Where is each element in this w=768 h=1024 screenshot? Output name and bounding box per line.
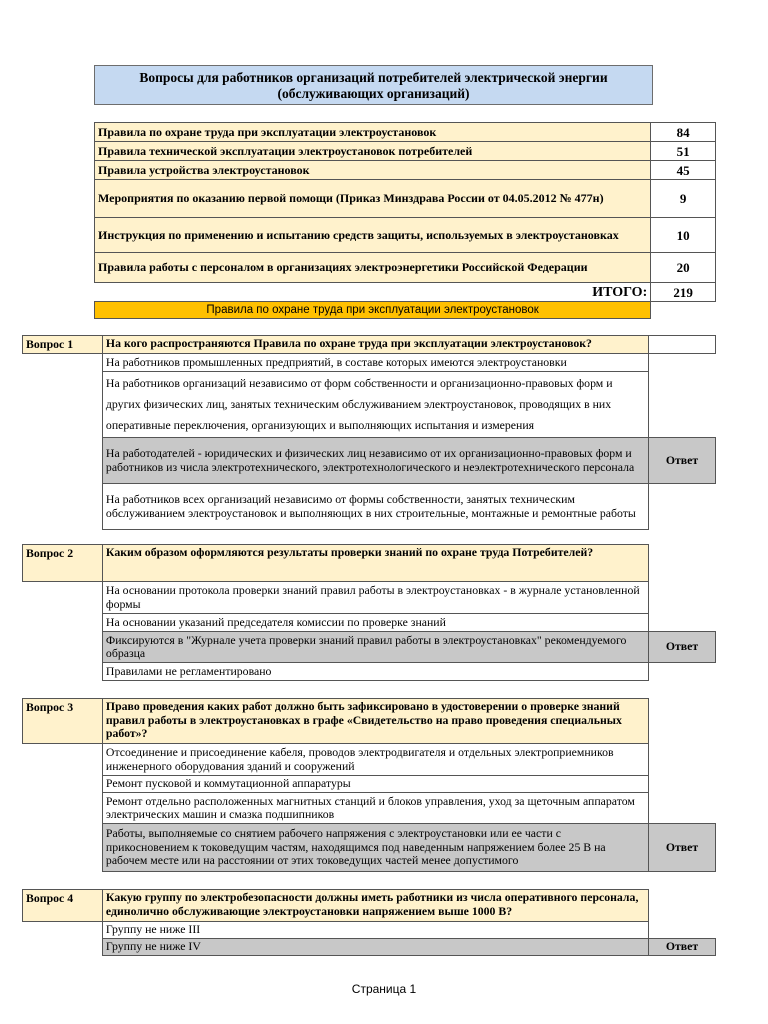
question-row (23, 699, 716, 744)
answer-option[interactable]: Ремонт пусковой и коммутационной аппаратуры (102, 776, 648, 793)
page-title-line-2: (обслуживающих организаций) (277, 86, 470, 101)
question-label: Вопрос 4 (23, 890, 103, 922)
answer-row[interactable] (23, 484, 716, 530)
answer-row[interactable] (23, 582, 716, 614)
answer-option-correct[interactable]: Группу не ниже IV (102, 939, 648, 956)
rule-name: Правила по охране труда при эксплуатации электроустановок (95, 123, 651, 142)
question-block (22, 889, 716, 956)
rule-count: 9 (651, 180, 716, 218)
answer-option[interactable]: Отсоединение и присоединение кабеля, проводов электродвигателя и отдельных электроприемников инженерного оборудования зданий и сооружений (102, 744, 648, 776)
answer-row[interactable] (23, 372, 716, 438)
rule-count: 10 (651, 218, 716, 253)
question-row (23, 890, 716, 922)
answer-row[interactable] (23, 793, 716, 824)
answer-option[interactable]: Правилами не регламентировано (102, 663, 648, 681)
rules-row (95, 161, 716, 180)
answer-option[interactable]: На работников организаций независимо от форм собственности и организационно-правовых форм и других физических лиц, занятых техническим обслуживанием электроустановок, проводящих в них оперативные переключения, организующих и выполняющих испытания и измерения (102, 372, 648, 438)
answer-row[interactable] (23, 939, 716, 956)
question-text: Каким образом оформляются результаты проверки знаний по охране труда Потребителей? (102, 545, 648, 582)
answer-mark: Ответ (649, 632, 716, 663)
answer-option-correct[interactable]: Фиксируются в "Журнале учета проверки знаний правил работы в электроустановках" рекомендуемого образца (102, 632, 648, 663)
answer-row[interactable] (23, 614, 716, 632)
question-row (23, 545, 716, 582)
rule-count: 51 (651, 142, 716, 161)
answer-option[interactable]: Группу не ниже III (102, 922, 648, 939)
answer-mark: Ответ (649, 939, 716, 956)
answer-mark: Ответ (649, 438, 716, 484)
question-row (23, 336, 716, 354)
answer-row[interactable] (23, 824, 716, 872)
section-banner-row (95, 302, 716, 319)
answer-row[interactable] (23, 744, 716, 776)
answer-option[interactable]: Ремонт отдельно расположенных магнитных станций и блоков управления, уход за щеточным аппаратом электрических машин и смазка подшипников (102, 793, 648, 824)
answer-option[interactable]: На основании протокола проверки знаний правил работы в электроустановках - в журнале установленной формы (102, 582, 648, 614)
question-block (22, 335, 716, 530)
rule-count: 20 (651, 253, 716, 283)
page-title (94, 65, 653, 105)
answer-option-correct[interactable]: На работодателей - юридических и физических лиц независимо от их организационно-правовых форм и работников из числа электротехнического, электротехнологического и неэлектротехнического персонала (102, 438, 648, 484)
rules-row (95, 142, 716, 161)
total-row (95, 283, 716, 302)
answer-option[interactable]: На работников всех организаций независимо от формы собственности, занятых техническим обслуживанием электроустановок и выполняющих в них строительные, монтажные и ремонтные работы (102, 484, 648, 530)
rules-row (95, 253, 716, 283)
question-label: Вопрос 2 (23, 545, 103, 582)
page-number: Страница 1 (351, 982, 417, 996)
question-block (22, 544, 716, 681)
page-title-line-1: Вопросы для работников организаций потребителей электрической энергии (139, 70, 608, 85)
question-text: Какую группу по электробезопасности должны иметь работники из числа оперативного персонала, единолично обслуживающие электроустановки напряжением выше 1000 В? (102, 890, 648, 922)
answer-option-correct[interactable]: Работы, выполняемые со снятием рабочего напряжения с электроустановки или ее части с прикосновением к токоведущим частям, находящимся под наведенным напряжением более 25 В на рабочем месте или на расстоянии от этих токоведущих частей менее допустимого (102, 824, 648, 872)
question-block (22, 698, 716, 872)
rule-name: Мероприятия по оказанию первой помощи (Приказ Минздрава России от 04.05.2012 № 477н) (95, 180, 651, 218)
answer-mark: Ответ (649, 824, 716, 872)
rule-name: Инструкция по применению и испытанию средств защиты, используемых в электроустановках (95, 218, 651, 253)
total-label: ИТОГО: (95, 283, 651, 302)
answer-row[interactable] (23, 776, 716, 793)
answer-row[interactable] (23, 922, 716, 939)
section-banner: Правила по охране труда при эксплуатации электроустановок (95, 302, 651, 319)
total-value: 219 (651, 283, 716, 302)
rule-count: 45 (651, 161, 716, 180)
rules-summary-table (94, 122, 716, 319)
rule-name: Правила работы с персоналом в организациях электроэнергетики Российской Федерации (95, 253, 651, 283)
rule-name: Правила устройства электроустановок (95, 161, 651, 180)
question-label: Вопрос 1 (23, 336, 103, 354)
rule-count: 84 (651, 123, 716, 142)
question-text: На кого распространяются Правила по охране труда при эксплуатации электроустановок? (102, 336, 648, 354)
answer-row[interactable] (23, 663, 716, 681)
rules-row (95, 123, 716, 142)
rules-row (95, 218, 716, 253)
rule-name: Правила технической эксплуатации электроустановок потребителей (95, 142, 651, 161)
rules-row (95, 180, 716, 218)
answer-option[interactable]: На работников промышленных предприятий, в составе которых имеются электроустановки (102, 354, 648, 372)
question-label: Вопрос 3 (23, 699, 103, 744)
answer-row[interactable] (23, 438, 716, 484)
answer-row[interactable] (23, 632, 716, 663)
answer-row[interactable] (23, 354, 716, 372)
answer-option[interactable]: На основании указаний председателя комиссии по проверке знаний (102, 614, 648, 632)
question-text: Право проведения каких работ должно быть зафиксировано в удостоверении о проверке знаний правил работы в электроустановках в графе «Свидетельство на право проведения специальных работ»? (102, 699, 648, 744)
